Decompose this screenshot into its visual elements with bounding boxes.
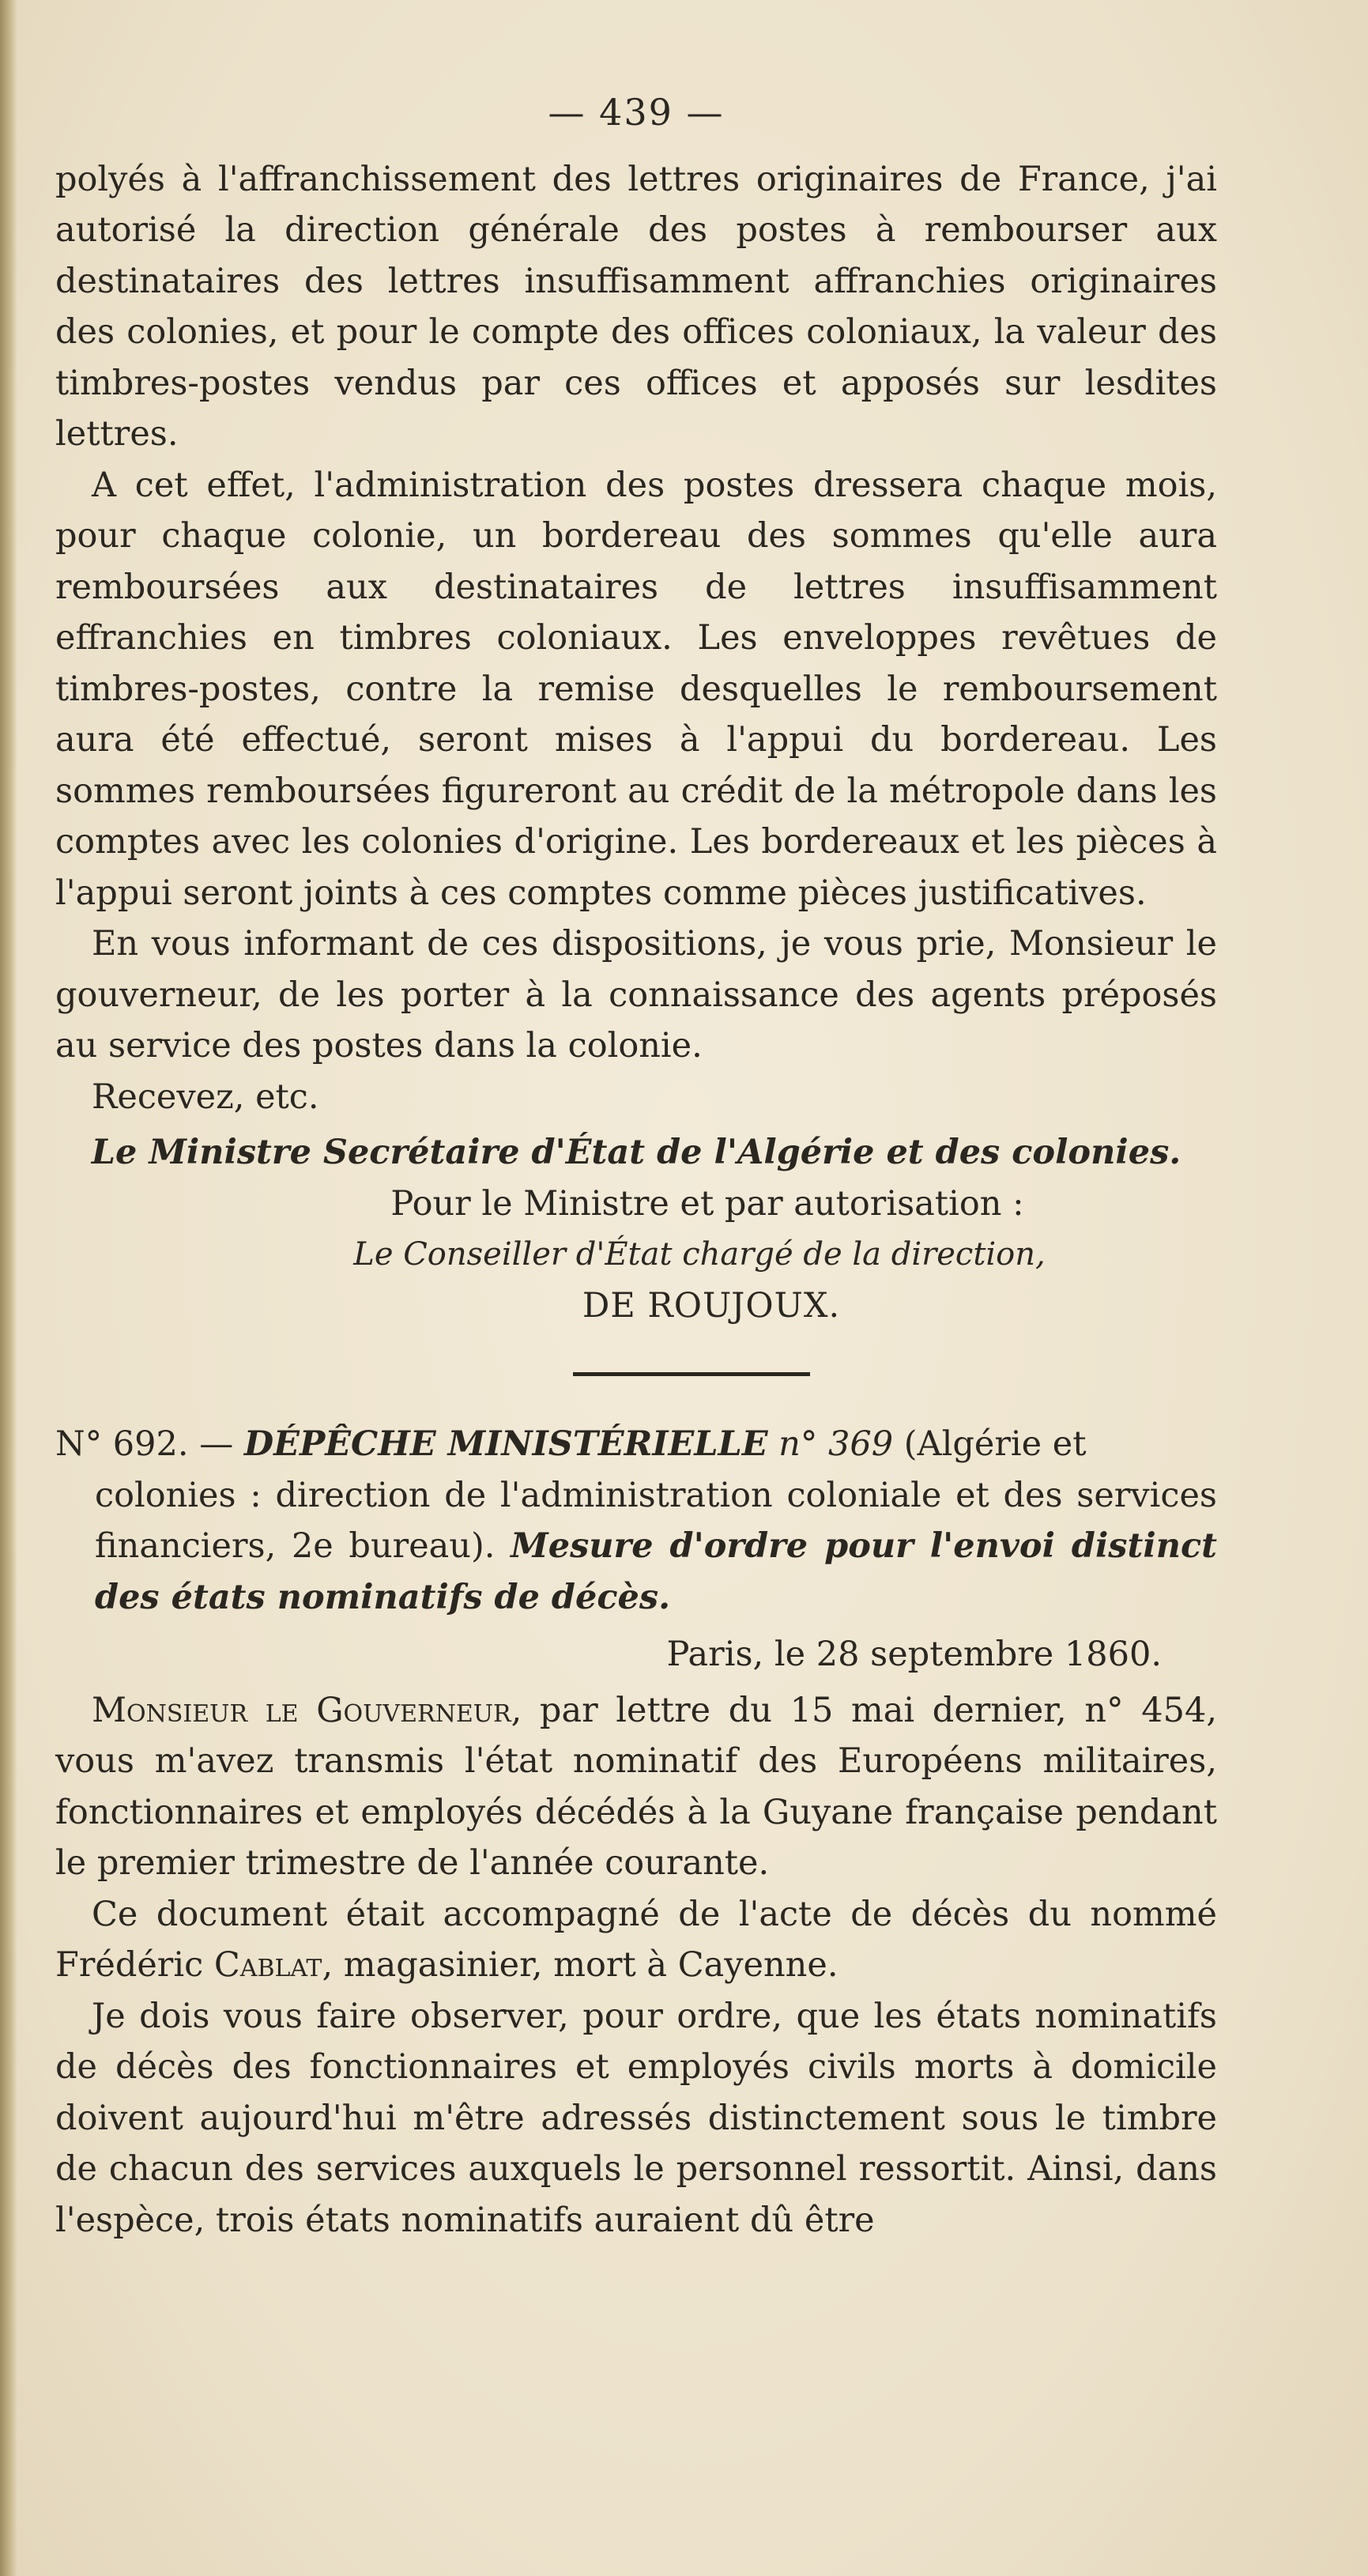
dispatch-number-suffix: n° 369 — [767, 1424, 904, 1464]
letter-salutation: Monsieur le Gouverneur, — [92, 1690, 522, 1730]
dispatch-title: DÉPÊCHE MINISTÉRIELLE — [243, 1424, 768, 1464]
paragraph-informing: En vous informant de ces dispositions, je vous prie, Monsieur le gouverneur, de les porter à la connaissance des agents préposés au service des postes dans la colonie. — [55, 924, 1217, 1065]
paragraph-bordereau: A cet effet, l'administration des postes dressera chaque mois, pour chaque colonie, un bordereau des sommes qu'elle aura remboursées aux destinataires de lettres insuffisamment effranchies en timbres coloniaux. Les enveloppes revêtues de timbres-postes, contre la remise desquelles le remboursement aura été effectué, seront mises à l'appui du bordereau. Les sommes remboursées figureront au crédit de la métropole dans les comptes avec les colonies d'origine. Les bordereaux et les pièces à l'appui seront joints à ces comptes comme pièces justificatives. — [55, 465, 1217, 913]
signature-ministre: Le Ministre Secrétaire d'État de l'Algérie et des colonies. — [91, 1133, 1181, 1172]
dispatch-heading — [55, 1419, 1217, 1623]
section-divider — [573, 1372, 810, 1376]
letter-paragraph-1 — [55, 1685, 1217, 1889]
signature-name: DE ROUJOUX. — [582, 1285, 841, 1326]
dispatch-subject: Mesure d'ordre pour l'envoi distinct des états nominatifs de décès. — [95, 1526, 1217, 1617]
paragraph-continuation: polyés à l'affranchissement des lettres originaires de France, j'ai autorisé la direction générale des postes à rembourser aux destinataires des lettres insuffisamment affranchies originaires des colonies, et pour le compte des offices coloniaux, la valeur des timbres-postes vendus par ces offices et apposés sur lesdites lettres. — [55, 159, 1217, 454]
signature-pour: Pour le Ministre et par autorisation : — [390, 1183, 1024, 1224]
page-binding-edge — [0, 0, 17, 2576]
dispatch-number: N° 692. — — [55, 1424, 244, 1464]
letter-p2-start: Ce document était accompagné de l'acte de décès du nommé Frédéric — [55, 1894, 1217, 1985]
paragraph-closing: Recevez, etc. — [92, 1077, 319, 1117]
letter-p2-name: Cablat — [213, 1945, 322, 1985]
dispatch-line1-rest: (Algérie et — [903, 1424, 1087, 1464]
page-text — [55, 87, 1217, 2246]
dispatch-date: Paris, le 28 septembre 1860. — [666, 1635, 1162, 1674]
letter-p2-end: , magasinier, mort à Cayenne. — [322, 1945, 839, 1985]
letter-paragraph-2 — [55, 1889, 1217, 1991]
letter-paragraph-3: Je dois vous faire observer, pour ordre, que les états nominatifs de décès des fonctionnaires et employés civils morts à domicile doivent aujourd'hui m'être adressés distinctement sous le timbre de chacun des services auxquels le personnel ressortit. Ainsi, dans l'espèce, trois états nominatifs auraient dû être — [55, 1996, 1217, 2240]
dispatch-heading-rest — [55, 1470, 1217, 1624]
signature-conseiller: Le Conseiller d'État chargé de la direction, — [353, 1236, 1046, 1273]
dispatch-body: colonies : direction de l'administration coloniale et des services financiers, 2e bureau). — [95, 1475, 1217, 1566]
letter-p1-rest: par lettre du 15 mai dernier, n° 454, vous m'avez transmis l'état nominatif des Européens militaires, fonctionnaires et employés décédés à la Guyane française pendant le premier trimestre de l'année courante. — [55, 1690, 1217, 1883]
page-number: — 439 — — [548, 91, 725, 134]
